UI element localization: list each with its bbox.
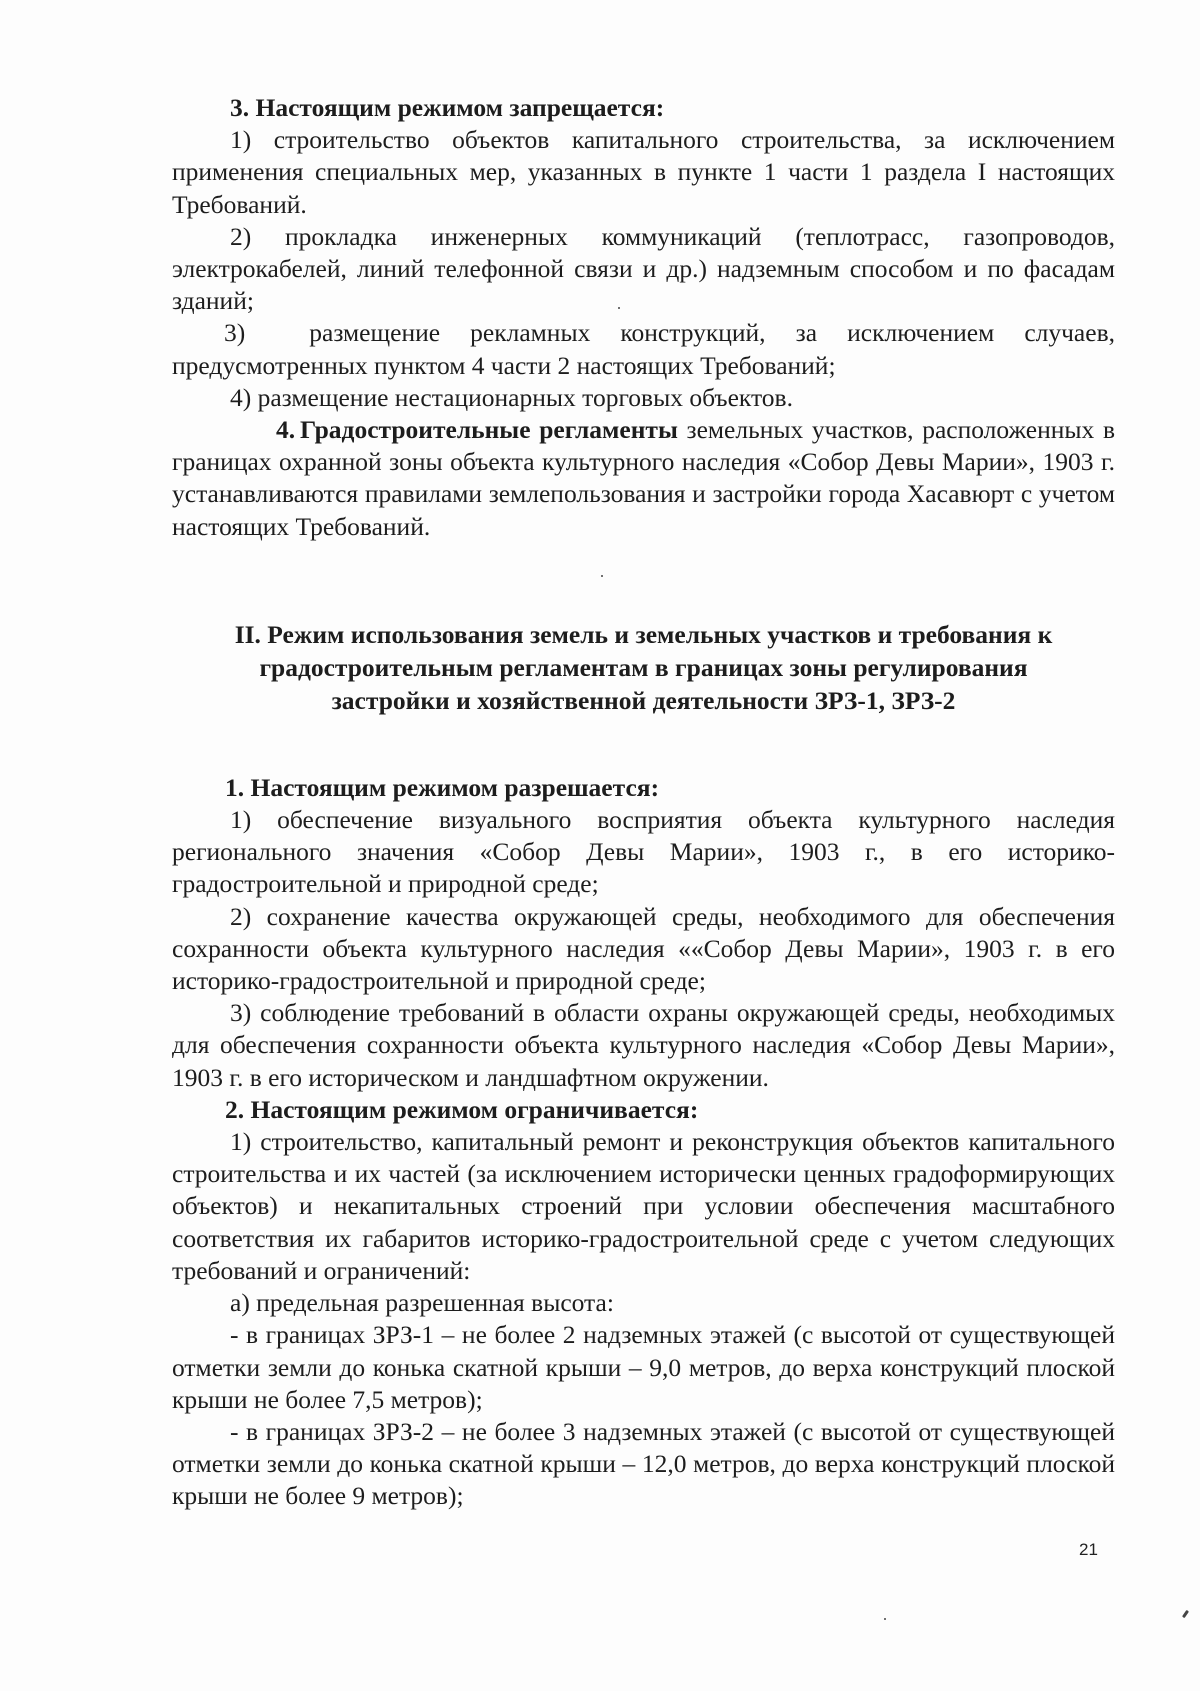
regulations-paragraph: 4. Градостроительные регламенты земельных участков, расположенных в границах охранной зоны объекта культурного наследия «Собор Девы Марии», 1903 г. устанавливаются правилами землепользования и застройки города Хасавюрт с учетом настоящих Требований.	[172, 415, 1115, 541]
limited-item-1: 1) строительство, капитальный ремонт и реконструкция объектов капитального строительства и их частей (за исключением исторически ценных градоформирующих объектов) и некапитальных строений при условии обеспечения масштабного соответствия их габаритов историко-градостроительной среде с учетом следующих требований и ограничений:	[172, 1127, 1115, 1285]
section-title-line-2: градостроительным регламентам в границах зоны регулирования	[259, 652, 1028, 682]
limited-heading: 2. Настоящим режимом ограничивается:	[225, 1094, 699, 1124]
document-body	[172, 92, 1115, 1513]
limited-height-zrz1: - в границах ЗРЗ-1 – не более 2 надземных этажей (с высотой от существующей отметки земли до конька скатной крыши – 9,0 метров, до верха конструкций плоской крыши не более 7,5 метров);	[172, 1320, 1115, 1414]
allowed-item-1: 1) обеспечение визуального восприятия объекта культурного наследия регионального значения «Собор Девы Марии», 1903 г., в его историко-градостроительной и природной среде;	[172, 805, 1115, 899]
allowed-heading: 1. Настоящим режимом разрешается:	[225, 772, 660, 802]
limited-height-zrz2: - в границах ЗРЗ-2 – не более 3 надземных этажей (с высотой от существующей отметки земли до конька скатной крыши – 12,0 метров, до верха конструкций плоской крыши не более 9 метров);	[172, 1416, 1115, 1511]
scan-speck	[884, 1618, 886, 1620]
prohibited-heading: 3. Настоящим режимом запрещается:	[230, 93, 665, 122]
allowed-item-3: 3) соблюдение требований в области охраны окружающей среды, необходимых для обеспечения сохранности объекта культурного наследия «Собор Девы Марии», 1903 г. в его историческом и ландшафтном окружении.	[172, 998, 1115, 1092]
section-title-line-3: застройки и хозяйственной деятельности ЗРЗ-1, ЗРЗ-2	[331, 685, 956, 715]
prohibited-item-4: 4) размещение нестационарных торговых объектов.	[230, 382, 793, 412]
prohibited-item-3: 3) размещение рекламных конструкций, за исключением случаев, предусмотренных пунктом 4 части 2 настоящих Требований;	[172, 318, 1115, 380]
prohibited-item-2: 2) прокладка инженерных коммуникаций (теплотрасс, газопроводов, электрокабелей, линий телефонной связи и др.) надземным способом и по фасадам зданий;	[172, 221, 1115, 316]
allowed-item-2: 2) сохранение качества окружающей среды, необходимого для обеспечения сохранности объекта культурного наследия ««Собор Девы Марии», 1903 г. в его историко-градостроительной и природной среде;	[172, 901, 1115, 996]
scan-speck	[601, 575, 603, 577]
page-number: 21	[1079, 1540, 1098, 1559]
scan-speck	[618, 307, 620, 309]
scan-speck	[1182, 1610, 1189, 1618]
prohibited-item-1: 1) строительство объектов капитального строительства, за исключением применения специальных мер, указанных в пункте 1 части 1 раздела I настоящих Требований.	[172, 125, 1115, 219]
limited-item-a: а) предельная разрешенная высота:	[230, 1288, 614, 1318]
section-title-line-1: II. Режим использования земель и земельных участков и требования к	[234, 619, 1053, 649]
